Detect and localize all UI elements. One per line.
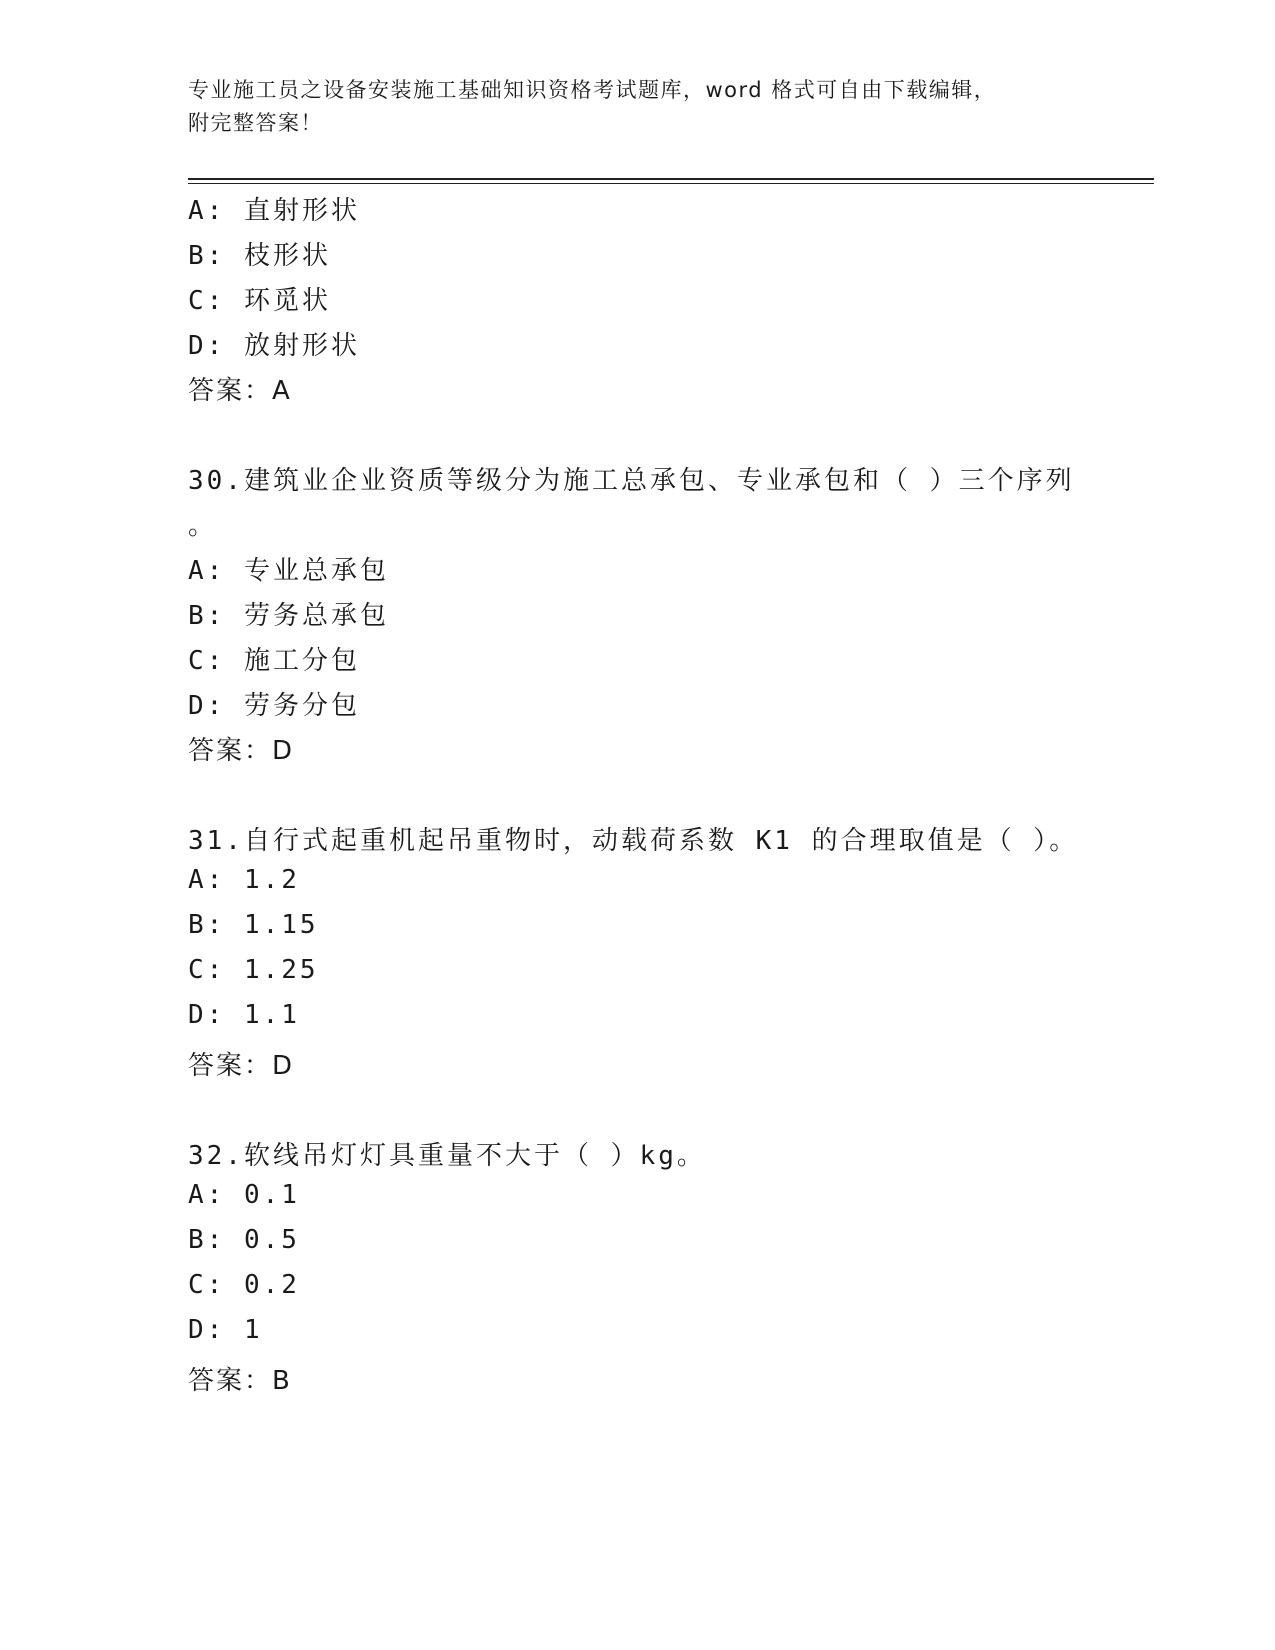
q31-option-d: D: 1.1: [188, 1000, 300, 1030]
prev-option-c: C: 环觅状: [188, 286, 331, 316]
prev-option-a: A: 直射形状: [188, 196, 360, 226]
q31-option-c: C: 1.25: [188, 955, 319, 985]
q31-answer: 答案：D: [188, 1051, 295, 1081]
q32-option-c: C: 0.2: [188, 1270, 300, 1300]
q30-stem-line-1: 30.建筑业企业资质等级分为施工总承包、专业承包和（ ）三个序列: [188, 466, 1075, 496]
q30-option-c: C: 施工分包: [188, 646, 360, 676]
prev-answer: 答案：A: [188, 376, 292, 406]
q30-option-d: D: 劳务分包: [188, 691, 360, 721]
header-divider-thick: [188, 178, 1154, 180]
document-header: [188, 74, 1068, 140]
header-line-1: 专业施工员之设备安装施工基础知识资格考试题库，word 格式可自由下载编辑，: [188, 78, 997, 102]
q32-stem: 32.软线吊灯灯具重量不大于（ ）kg。: [188, 1141, 706, 1171]
q32-option-b: B: 0.5: [188, 1225, 300, 1255]
q32-option-d: D: 1: [188, 1315, 263, 1345]
prev-option-d: D: 放射形状: [188, 331, 360, 361]
q30-option-a: A: 专业总承包: [188, 556, 389, 586]
q31-option-a: A: 1.2: [188, 865, 300, 895]
q32-option-a: A: 0.1: [188, 1180, 300, 1210]
q30-option-b: B: 劳务总承包: [188, 601, 389, 631]
q31-option-b: B: 1.15: [188, 910, 319, 940]
header-divider-thin: [188, 183, 1154, 184]
header-line-2: 附完整答案！: [188, 111, 323, 135]
q30-stem-line-2: 。: [188, 511, 218, 541]
prev-option-b: B: 枝形状: [188, 241, 331, 271]
q32-answer: 答案：B: [188, 1366, 292, 1396]
q30-answer: 答案：D: [188, 736, 295, 766]
q31-stem: 31.自行式起重机起吊重物时，动载荷系数 K1 的合理取值是（ ）。: [188, 826, 1079, 856]
